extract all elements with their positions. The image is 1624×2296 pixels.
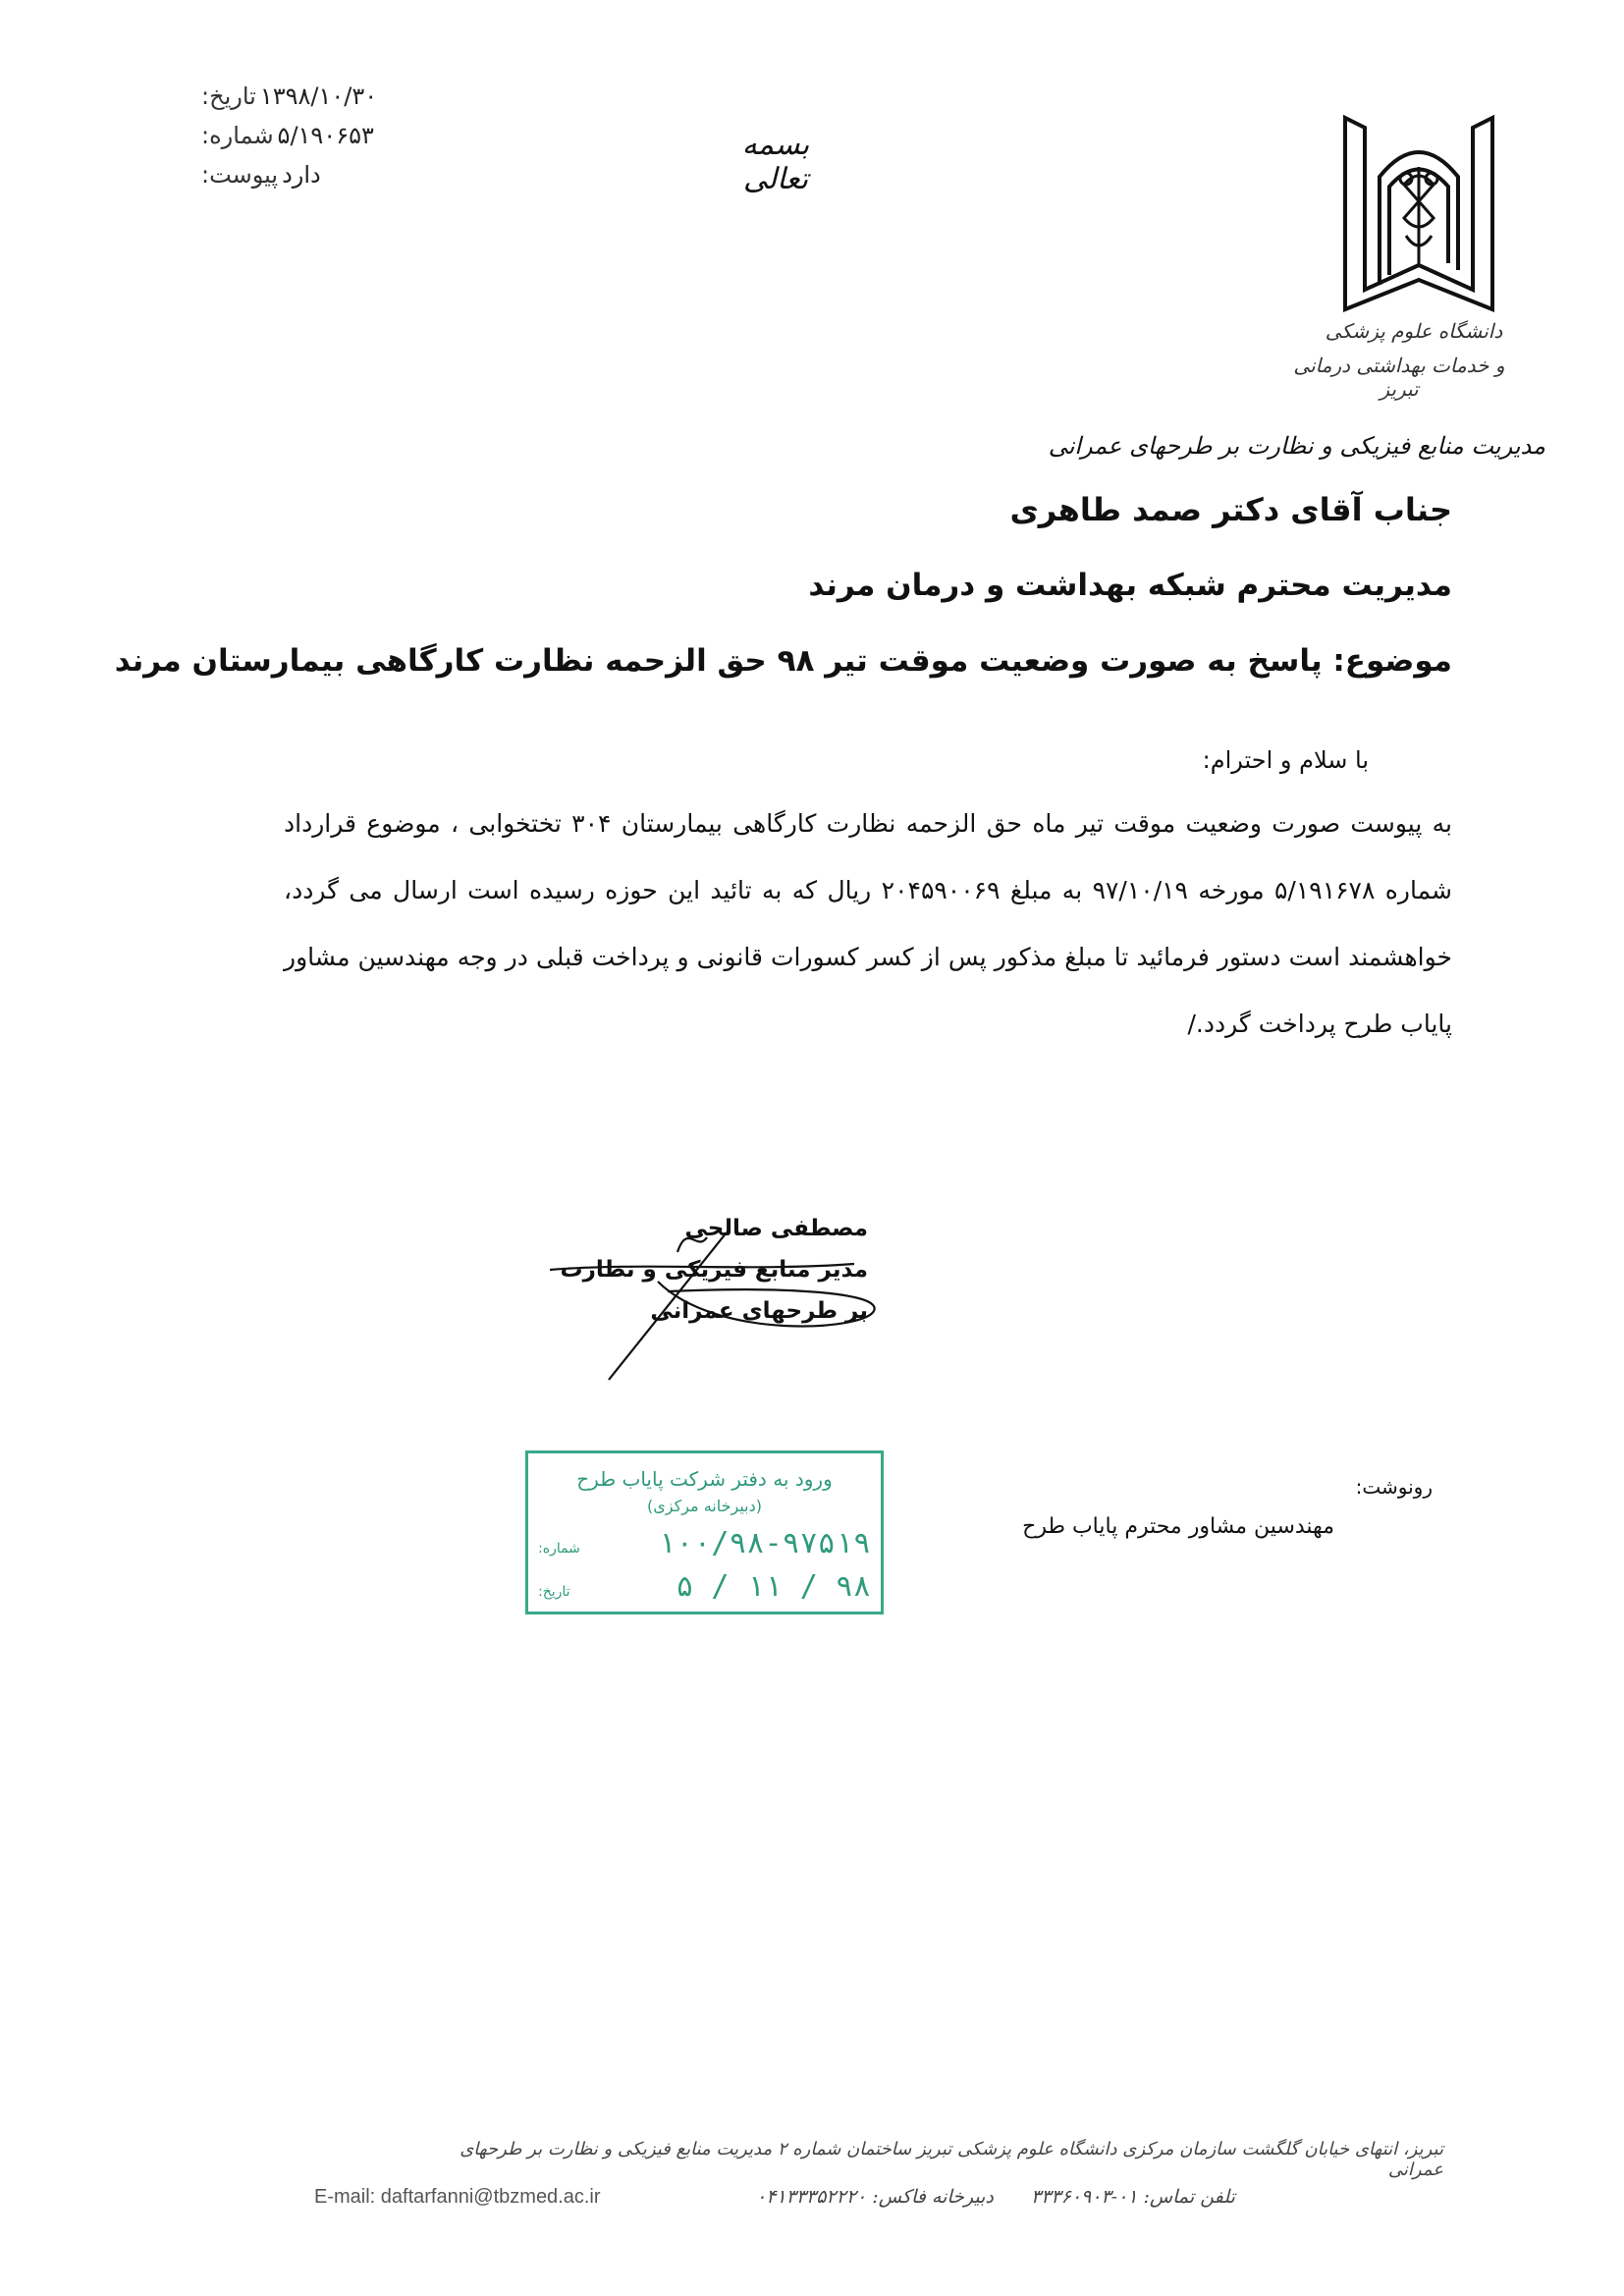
signer-title-line2: بر طرحهای عمرانی [650, 1298, 868, 1324]
attachment-row [201, 155, 427, 194]
stamp-number-label: شماره: [538, 1541, 580, 1557]
signer-title-line1: مدیر منابع فیزیکی و نظارت [560, 1257, 868, 1283]
university-logo [1335, 108, 1502, 324]
logo-caption-line1: دانشگاه علوم پزشکی [1325, 319, 1503, 343]
number-label: شماره: [201, 122, 274, 149]
attachment-value: دارد [282, 161, 321, 189]
date-label: تاریخ: [201, 82, 256, 110]
attachment-label: پیوست: [201, 161, 279, 189]
date-value: ۱۳۹۸/۱۰/۳۰ [259, 82, 378, 110]
stamp-date-label: تاریخ: [538, 1584, 570, 1600]
stamp-line2: (دبیرخانه مرکزی) [647, 1497, 762, 1515]
logo-caption-line2: و خدمات بهداشتی درمانی تبریز [1293, 354, 1505, 401]
letter-body: به پیوست صورت وضعیت موقت تیر ماه حق الزحمه نظارت کارگاهی بیمارستان ۳۰۴ تختخوابی ، موضوع قرارداد شماره ۵/۱۹۱۶۷۸ مورخه ۹۷/۱۰/۱۹ به مبلغ ۲۰۴۵۹۰۰۶۹ ریال که به تائید این حوزه رسیده است ارسال می گردد، خواهشمند است دستور فرمائید تا مبلغ مذکور پس از کسر کسورات قانونی و پرداخت قبلی در وجه مهندسین مشاور پایاب طرح پرداخت گردد./ [284, 809, 1452, 1038]
number-row [201, 116, 427, 155]
stamp-number-row [538, 1526, 871, 1560]
footer-address: تبریز، انتهای خیابان گلگشت سازمان مرکزی دانشگاه علوم پزشکی تبریز ساختمان شماره ۲ مدیریت منابع فیزیکی و نظارت بر طرحهای عمرانی [460, 2139, 1443, 2180]
recipient-office: مدیریت محترم شبکه بهداشت و درمان مرند [808, 568, 1452, 603]
letter-subject: موضوع: پاسخ به صورت وضعیت موقت تیر ۹۸ حق الزحمه نظارت کارگاهی بیمارستان مرند [114, 643, 1452, 679]
letter-meta [201, 77, 427, 194]
stamp-date-value: ۹۸ / ۱۱ / ۵ [676, 1569, 871, 1604]
signer-name: مصطفی صالحی [684, 1216, 868, 1241]
footer-email: E-mail: daftarfanni@tbzmed.ac.ir [314, 2186, 601, 2208]
footer-phone: تلفن تماس: ۰۱-۳۳۳۶۰۹۰۳ [1031, 2186, 1235, 2208]
cc-recipient: مهندسین مشاور محترم پایاب طرح [1022, 1514, 1334, 1539]
number-value: ۵/۱۹۰۶۵۳ [277, 122, 374, 149]
department-line: مدیریت منابع فیزیکی و نظارت بر طرحهای عمرانی [1048, 432, 1545, 460]
handwritten-signature [530, 1193, 903, 1390]
invocation: بسمه تعالی [741, 128, 810, 196]
date-row [201, 77, 427, 116]
university-emblem-icon [1335, 108, 1502, 324]
greeting: با سلام و احترام: [1202, 746, 1369, 774]
footer-fax: دبیرخانه فاکس: ۰۴۱۳۳۳۵۲۲۲۰ [756, 2186, 994, 2208]
stamp-line1: ورود به دفتر شرکت پایاب طرح [576, 1467, 833, 1491]
stamp-date-row [538, 1569, 871, 1604]
recipient-name: جناب آقای دکتر صمد طاهری [1009, 491, 1452, 528]
cc-label: رونوشت: [1355, 1475, 1433, 1499]
stamp-number-value: ۱۰۰/۹۸-۹۷۵۱۹ [658, 1526, 871, 1560]
received-stamp [525, 1450, 884, 1614]
